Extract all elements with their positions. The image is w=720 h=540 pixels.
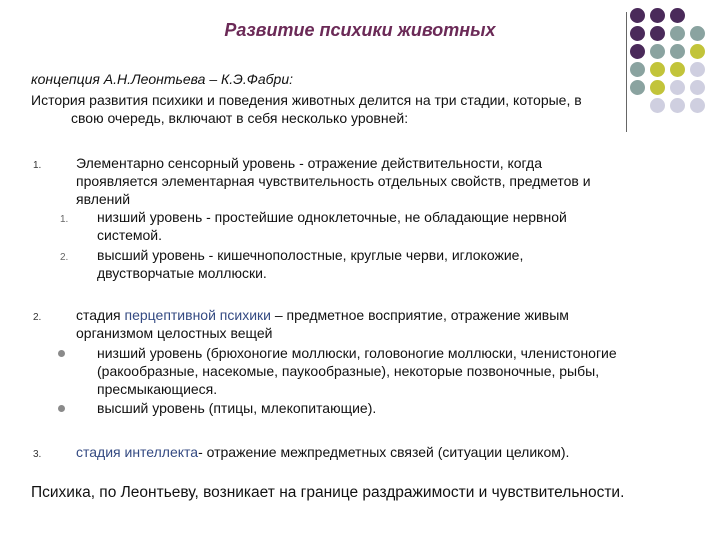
dot [670,80,685,95]
dot [630,26,645,41]
bullet-icon [58,405,65,412]
dot [690,26,705,41]
dot [670,44,685,59]
dot [650,62,665,77]
item-text-line: высший уровень (птицы, млекопитающие). [97,400,377,416]
item-text-line: двустворчатые моллюски. [97,265,267,281]
item-text-line: низший уровень (брюхоногие моллюски, головоногие моллюски, членистоногие [97,345,617,361]
intro-line: свою очередь, включают в себя несколько уровней: [71,110,409,126]
sublist-item [97,208,677,244]
item-text-line: пресмыкающиеся. [97,381,218,397]
list-item [76,154,676,208]
item-text-line: высший уровень - кишечнополостные, круглые черви, иглокожие, [97,247,524,263]
list-number: 2. [33,312,42,323]
dot [650,26,665,41]
dot [670,8,685,23]
dot [670,62,685,77]
sublist-number: 2. [60,252,69,263]
list-item [76,443,676,461]
dot [690,98,705,113]
dot [690,62,705,77]
item-text-line: (ракообразные, насекомые, паукообразные), некоторые позвоночные, рыбы, [97,363,600,379]
item-text-line: явлений [76,191,131,207]
sublist-item [97,246,677,282]
dot [650,44,665,59]
sublist-item [97,344,697,398]
dot [690,80,705,95]
highlight-term: стадия интеллекта [76,444,199,460]
sublist-item [97,399,677,417]
slide-title: Развитие психики животных [224,20,496,40]
item-text-line [76,306,676,324]
item-text: - отражение межпредметных связей (ситуации целиком). [198,444,570,460]
dot [630,62,645,77]
dot [670,26,685,41]
dot [630,8,645,23]
list-number: 3. [33,449,42,460]
item-text-line: проявляется элементарная чувствительность отдельных свойств, предметов и [76,173,591,189]
dot [690,44,705,59]
item-text-line: Элементарно сенсорный уровень - отражение действительности, когда [76,155,542,171]
item-text-line: организмом целостных вещей [76,325,273,341]
dot [630,44,645,59]
intro-paragraph [31,91,671,127]
bullet-icon [58,350,65,357]
list-item [76,306,676,342]
item-text-line: низший уровень - простейшие одноклеточные, не обладающие нервной [97,209,567,225]
conclusion-text: Психика, по Леонтьеву, возникает на границе раздражимости и чувствительности. [31,484,625,501]
item-text: стадия [76,307,125,323]
item-text-line [76,443,676,461]
dot [670,98,685,113]
dot [650,8,665,23]
sublist-number: 1. [60,214,69,225]
list-number: 1. [33,160,42,171]
item-text-line: системой. [97,227,162,243]
intro-line: История развития психики и поведения животных делится на три стадии, которые, в [31,92,582,108]
concept-subtitle: концепция А.Н.Леонтьева – К.Э.Фабри: [31,71,294,87]
highlight-term: перцептивной психики [124,307,271,323]
item-text: – предметное восприятие, отражение живым [270,307,569,323]
